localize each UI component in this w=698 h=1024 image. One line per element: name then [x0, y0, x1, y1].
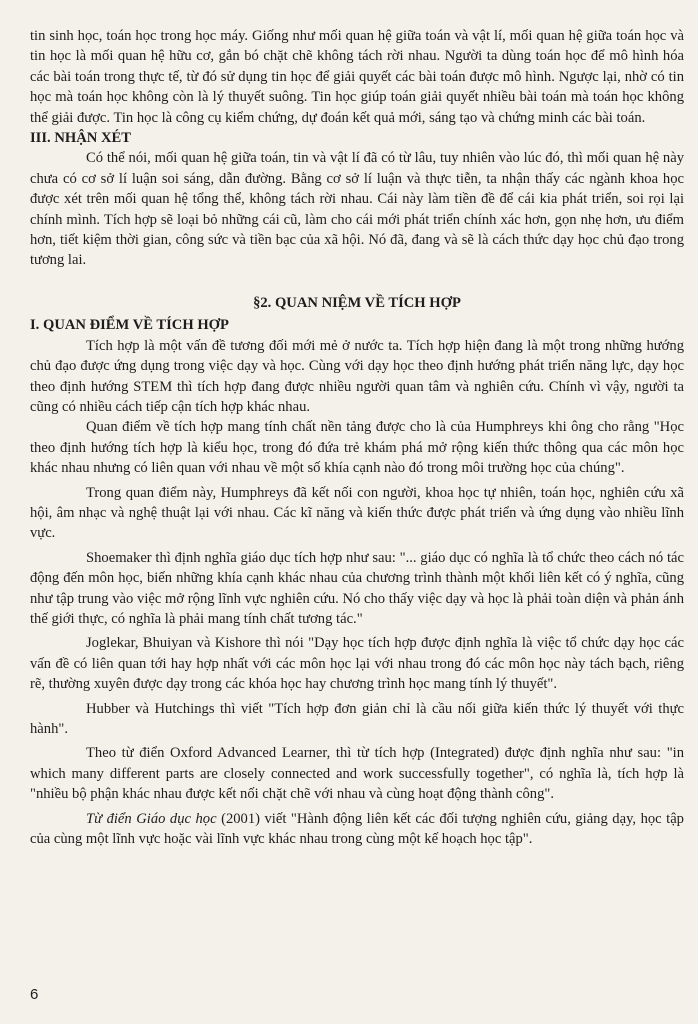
paragraph: Trong quan điểm này, Humphreys đã kết nối con người, khoa học tự nhiên, toán học, nghiên cứu xã hội, âm nhạc và nghệ thuật lại với nhau. Các kĩ năng và kiến thức được phát triển và ứng dụng vào nhiều lĩnh vực. — [30, 484, 684, 542]
paragraph: Joglekar, Bhuiyan và Kishore thì nói "Dạy học tích hợp được định nghĩa là việc tổ chức dạy học các vấn đề có liên quan tới hay hợp nhất với các môn học lại với nhau trong đó các môn học này tách bạch, riêng rẽ, thường xuyên được dạy trong các khóa học hay chương trình học mang tính lý thuyết". — [30, 635, 684, 693]
paragraph: Quan điểm về tích hợp mang tính chất nền tảng được cho là của Humphreys khi ông cho rằng "Học theo định hướng tích hợp là kiểu học, trong đó đứa trẻ khám phá mở rộng kiến thức thông qua các môn học khác nhau nhưng có liên quan với nhau về một số khía cạnh nào đó trong môi trường học của chúng". — [30, 419, 684, 477]
page-number: 6 — [30, 986, 39, 1003]
paragraph-nhan-xet: Có thể nói, mối quan hệ giữa toán, tin và vật lí đã có từ lâu, tuy nhiên vào lúc đó, thì mối quan hệ này chưa có cơ sở lí luận soi sáng, dẫn đường. Bằng cơ sở lí luận và thực tiễn, ta nhận thấy các ngành khoa học được xét trên mối quan hệ tổng thể, không tách rời nhau. Cái này làm tiền đề để cái kia phát triển, soi rọi lại chính mình. Tích hợp sẽ loại bỏ những cái cũ, làm cho cái mới phát triển chính xác hơn, gọn nhẹ hơn, ưu điểm hơn, tiết kiệm thời gian, công sức và tiền bạc của xã hội. Nó đã, đang và sẽ là cách thức dạy học chủ đạo trong tương lai. — [30, 150, 684, 269]
paragraph: Tích hợp là một vấn đề tương đối mới mẻ ở nước ta. Tích hợp hiện đang là một trong những hướng chủ đạo được ứng dụng trong việc dạy và học. Cùng với dạy học theo định hướng phát triển năng lực, dạy học theo định hướng STEM thì tích hợp đang được nhiều người quan tâm và nghiên cứu. Chính vì vậy, người ta cũng có nhiều cách tiếp cận tích hợp khác nhau. — [30, 337, 684, 415]
section-heading-quan-diem: I. QUAN ĐIỂM VỀ TÍCH HỢP — [30, 317, 229, 334]
paragraph-last — [30, 809, 684, 850]
paragraph: Hubber và Hutchings thì viết "Tích hợp đơn giản chỉ là cầu nối giữa kiến thức lý thuyết với thực hành". — [30, 700, 684, 737]
paragraph: Shoemaker thì định nghĩa giáo dục tích hợp như sau: "... giáo dục có nghĩa là tổ chức theo cách nó tác động đến môn học, biến những khía cạnh khác nhau của chương trình thành một khối liên kết có ý nghĩa, cũng như tập trung vào việc mở rộng lĩnh vực nghiên cứu. Nó cho thấy việc dạy và học là phải toàn diện và phản ánh thế giới thực, có nghĩa là phải mang tính chất tương tác." — [30, 549, 684, 627]
paragraph: Theo từ điển Oxford Advanced Learner, thì từ tích hợp (Integrated) được định nghĩa như sau: "in which many different parts are closely connected and work successfully together", có nghĩa là, tích hợp là "nhiều bộ phận khác nhau được kết nối chặt chẽ với nhau và cùng hoạt động thành công". — [30, 745, 684, 803]
paragraph-text: (2001) viết "Hành động liên kết các đối tượng nghiên cứu, giảng dạy, học tập của cùng một lĩnh vực hoặc vài lĩnh vực khác nhau trong cùng một kế hoạch học tập". — [30, 810, 684, 848]
chapter-title: §2. QUAN NIỆM VỀ TÍCH HỢP — [253, 294, 461, 311]
dictionary-title: Từ điển Giáo dục học — [86, 810, 217, 827]
section-heading-nhan-xet: III. NHẬN XÉT — [30, 130, 131, 147]
intro-paragraph: tin sinh học, toán học trong học máy. Giống như mối quan hệ giữa toán và vật lí, mối quan hệ giữa toán học và tin học là mối quan hệ hữu cơ, gắn bó chặt chẽ không tách rời nhau. Người ta dùng toán học để mô hình hóa các bài toán trong thực tế, từ đó sử dụng tin học để giải quyết các bài toán được mô hình. Ngược lại, nhờ có tin học mà toán học không còn là lý thuyết suông. Tin học giúp toán giải quyết nhiều bài toán mà toán học không thể giải được. Tin học là công cụ kiểm chứng, dự đoán kết quả mới, sáng tạo và chứng minh các bài toán. — [30, 28, 684, 126]
